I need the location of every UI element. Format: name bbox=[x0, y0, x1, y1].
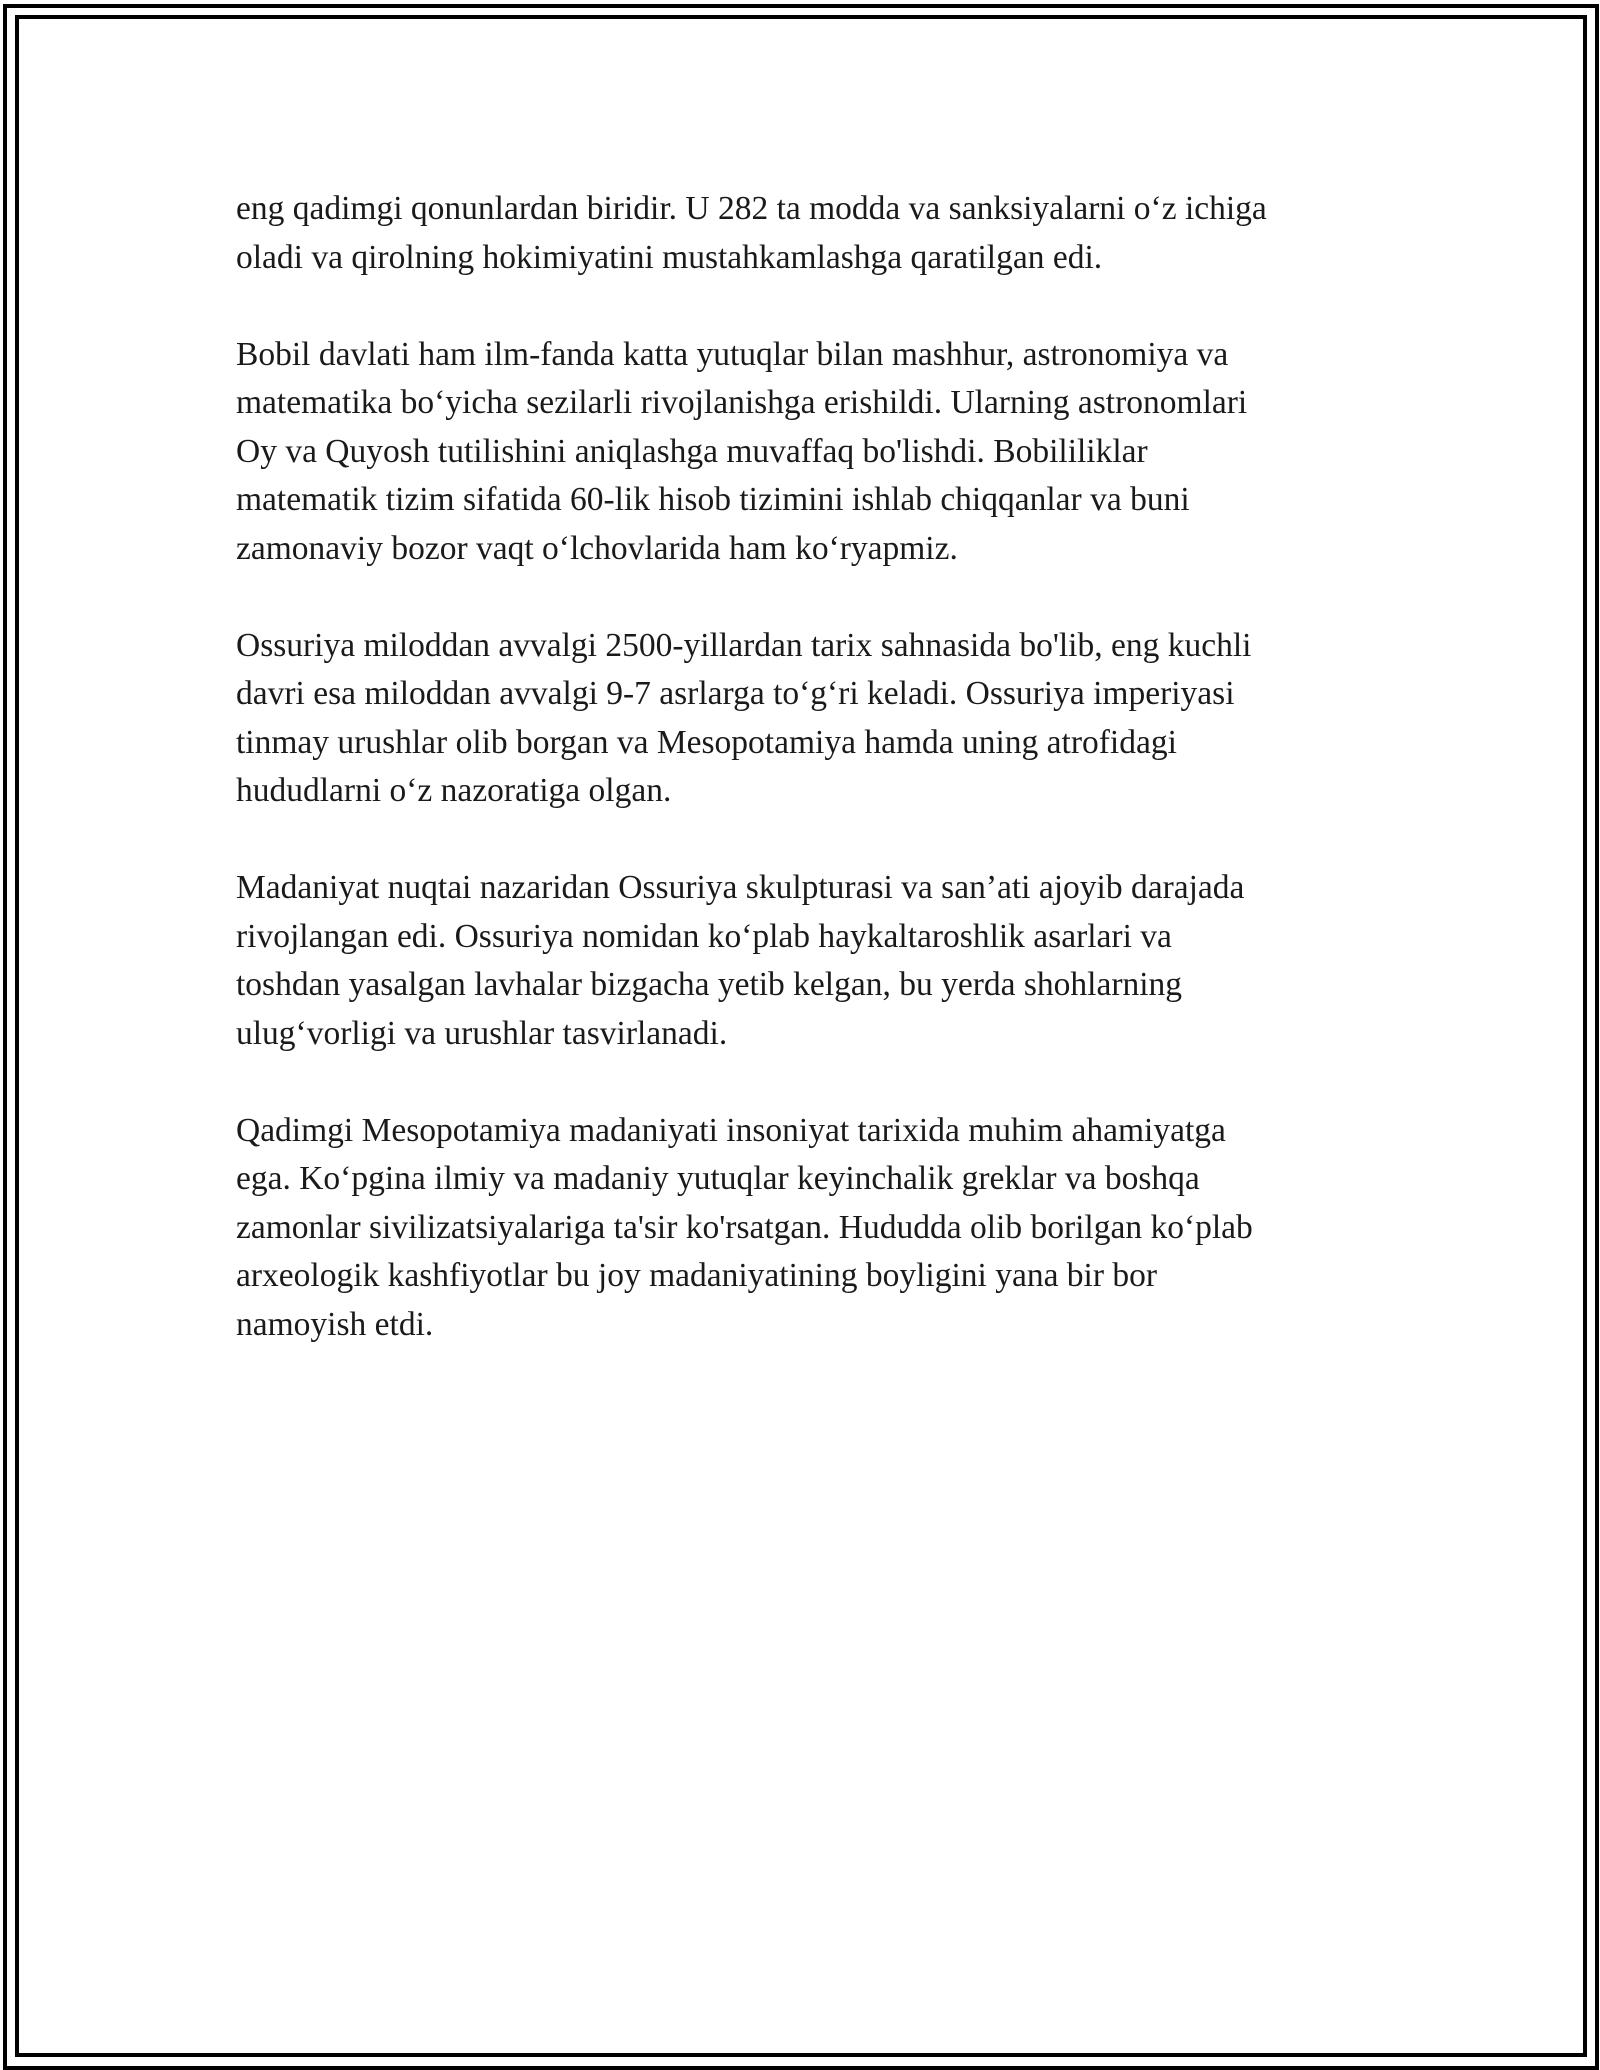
paragraph-assyria-culture: Madaniyat nuqtai nazaridan Ossuriya skulpturasi va san’ati ajoyib darajada rivojlangan edi. Ossuriya nomidan ko‘plab haykaltaroshlik asarlari va toshdan yasalgan lavhalar bizgacha yetib kelgan, bu yerda shohlarning ulug‘vorligi va urushlar tasvirlanadi. bbox=[236, 869, 1245, 1052]
paragraph-assyria-history: Ossuriya miloddan avvalgi 2500-yillardan tarix sahnasida bo'lib, eng kuchli davri esa miloddan avvalgi 9-7 asrlarga to‘g‘ri keladi. Ossuriya imperiyasi tinmay urushlar olib borgan va Mesopotamiya hamda uning atrofidagi hududlarni o‘z nazoratiga olgan. bbox=[236, 626, 1252, 809]
document-body bbox=[236, 185, 1386, 1398]
paragraph-mesopotamia-legacy: Qadimgi Mesopotamiya madaniyati insoniyat tarixida muhim ahamiyatga ega. Ko‘pgina ilmiy va madaniy yutuqlar keyinchalik greklar va boshqa zamonlar sivilizatsiyalariga ta'sir ko'rsatgan. Hududda olib borilgan ko‘plab arxeologik kashfiyotlar bu joy madaniyatining boyligini yana bir bor namoyish etdi. bbox=[236, 1111, 1253, 1343]
paragraph-babylon-science: Bobil davlati ham ilm-fanda katta yutuqlar bilan mashhur, astronomiya va matematika bo‘yicha sezilarli rivojlanishga erishildi. Ularning astronomlari Oy va Quyosh tutilishini aniqlashga muvaffaq bo'lishdi. Bobililiklar matematik tizim sifatida 60-lik hisob tizimini ishlab chiqqanlar va buni zamonaviy bozor vaqt o‘lchovlarida ham ko‘ryapmiz. bbox=[236, 335, 1248, 567]
paragraph-hammurabi-code: eng qadimgi qonunlardan biridir. U 282 ta modda va sanksiyalarni o‘z ichiga oladi va qirolning hokimiyatini mustahkamlashga qaratilgan edi. bbox=[236, 190, 1267, 276]
